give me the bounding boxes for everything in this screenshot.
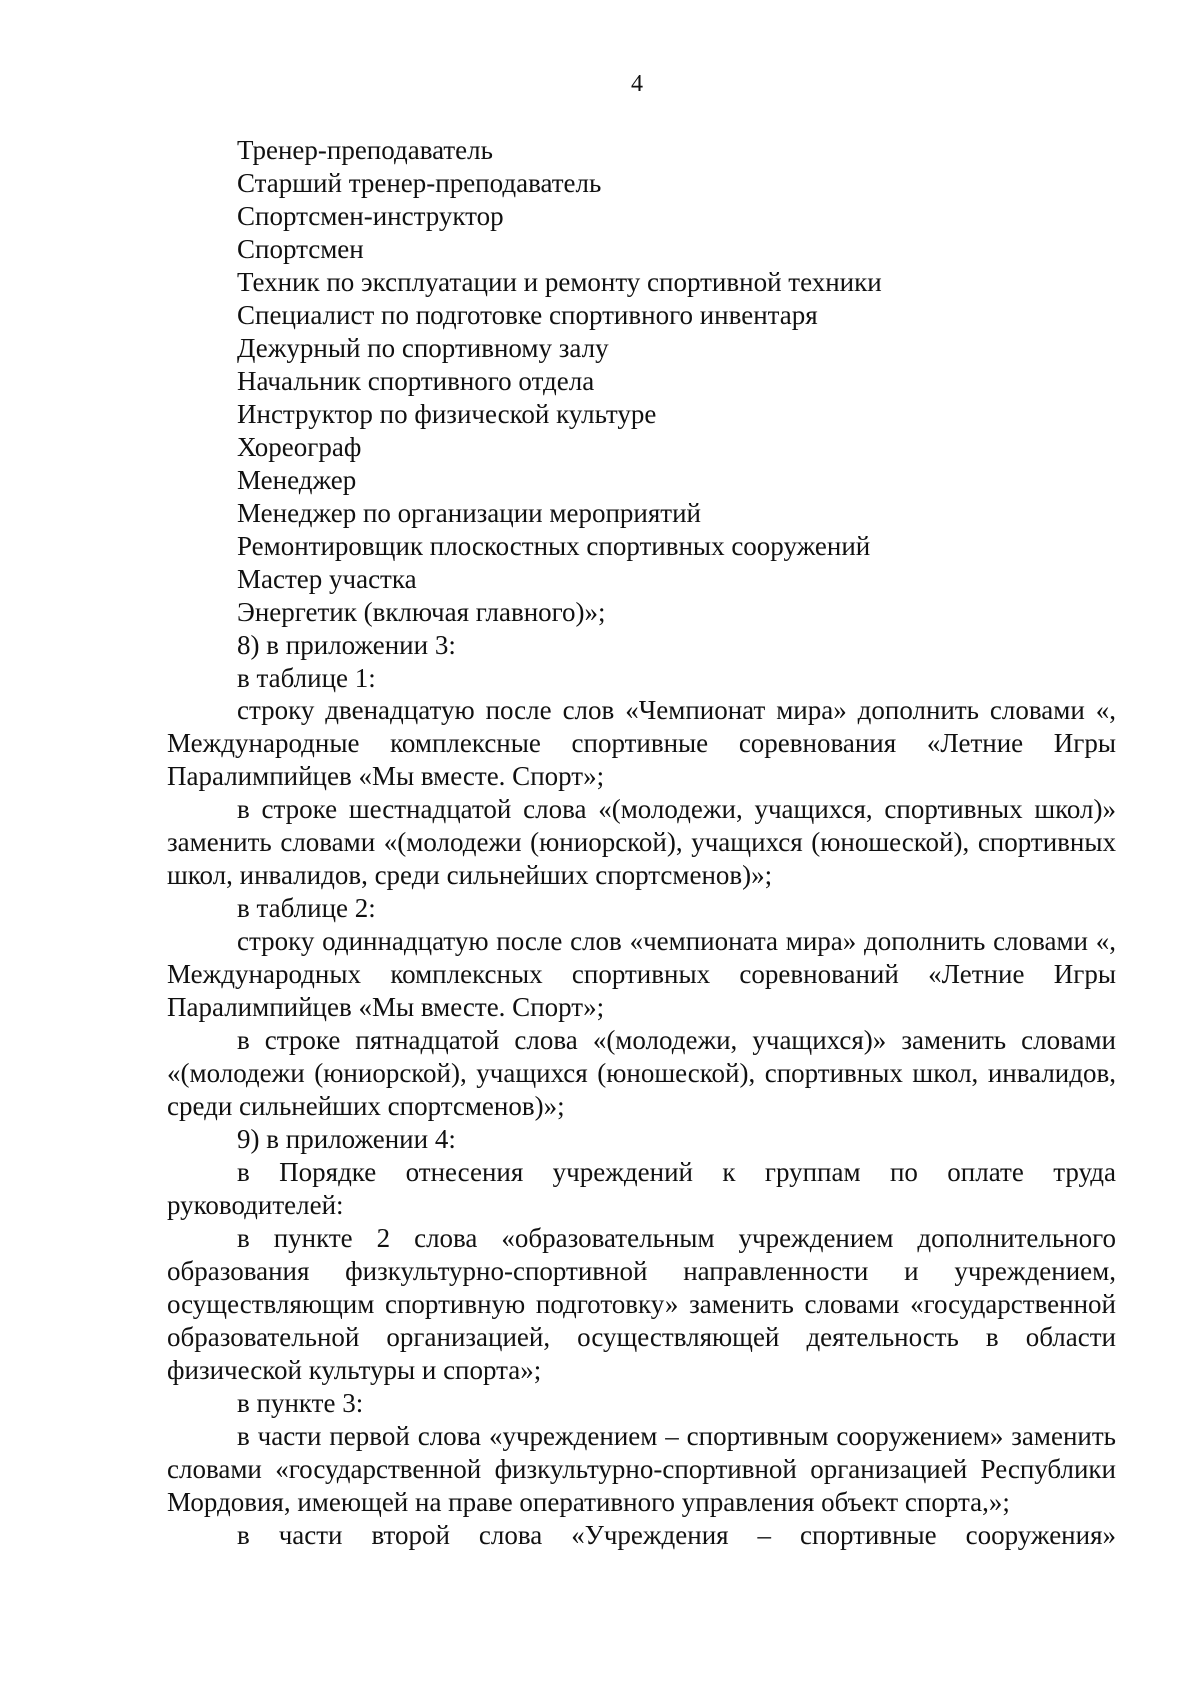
page-number: 4 [631,71,643,97]
list-item: Менеджер по организации мероприятий [237,498,701,528]
list-item: Спортсмен [237,234,364,264]
table-1-heading: в таблице 1: [237,663,376,693]
list-item: Хореограф [237,432,362,462]
paragraph: в пункте 3: [237,1388,364,1418]
document-body [167,694,1116,1552]
paragraph: в пункте 2 слова «образовательным учреждением дополнительного образования физкультурно-спортивной направленности и учреждением, осуществляющим спортивную подготовку» заменить словами «государственной образовательной организацией, осуществляющей деятельность в области физической культуры и спорта»; [167,1223,1116,1385]
positions-list [237,134,1137,695]
list-item: Мастер участка [237,564,417,594]
list-item: Менеджер [237,465,357,495]
paragraph: строку двенадцатую после слов «Чемпионат мира» дополнить словами «, Международные комплексные спортивные соревнования «Летние Игры Паралимпийцев «Мы вместе. Спорт»; [167,695,1116,791]
paragraph: в части первой слова «учреждением – спортивным сооружением» заменить словами «государственной физкультурно-спортивной организацией Республики Мордовия, имеющей на праве оперативного управления объект спорта,»; [167,1421,1116,1517]
paragraph: в Порядке отнесения учреждений к группам по оплате труда руководителей: [167,1157,1116,1220]
paragraph: в строке шестнадцатой слова «(молодежи, учащихся, спортивных школ)» заменить словами «(молодежи (юниорской), учащихся (юношеской), спортивных школ, инвалидов, среди сильнейших спортсменов)»; [167,794,1116,890]
amendment-item-8: 8) в приложении 3: [237,630,456,660]
paragraph: в части второй слова «Учреждения – спортивные сооружения» [237,1520,1116,1550]
paragraph: в строке пятнадцатой слова «(молодежи, учащихся)» заменить словами «(молодежи (юниорской), учащихся (юношеской), спортивных школ, инвалидов, среди сильнейших спортсменов)»; [167,1025,1116,1121]
list-item: Инструктор по физической культуре [237,399,657,429]
list-item: Начальник спортивного отдела [237,366,595,396]
list-item: Дежурный по спортивному залу [237,333,609,363]
paragraph: строку одиннадцатую после слов «чемпионата мира» дополнить словами «, Международных комплексных спортивных соревнований «Летние Игры Паралимпийцев «Мы вместе. Спорт»; [167,926,1116,1022]
list-item: Старший тренер-преподаватель [237,168,602,198]
list-item: Техник по эксплуатации и ремонту спортивной техники [237,267,882,297]
list-item: Специалист по подготовке спортивного инвентаря [237,300,818,330]
paragraph: в таблице 2: [237,893,376,923]
paragraph: 9) в приложении 4: [237,1124,456,1154]
list-item: Энергетик (включая главного)»; [237,597,606,627]
list-item: Ремонтировщик плоскостных спортивных сооружений [237,531,871,561]
list-item: Спортсмен-инструктор [237,201,504,231]
list-item: Тренер-преподаватель [237,135,493,165]
